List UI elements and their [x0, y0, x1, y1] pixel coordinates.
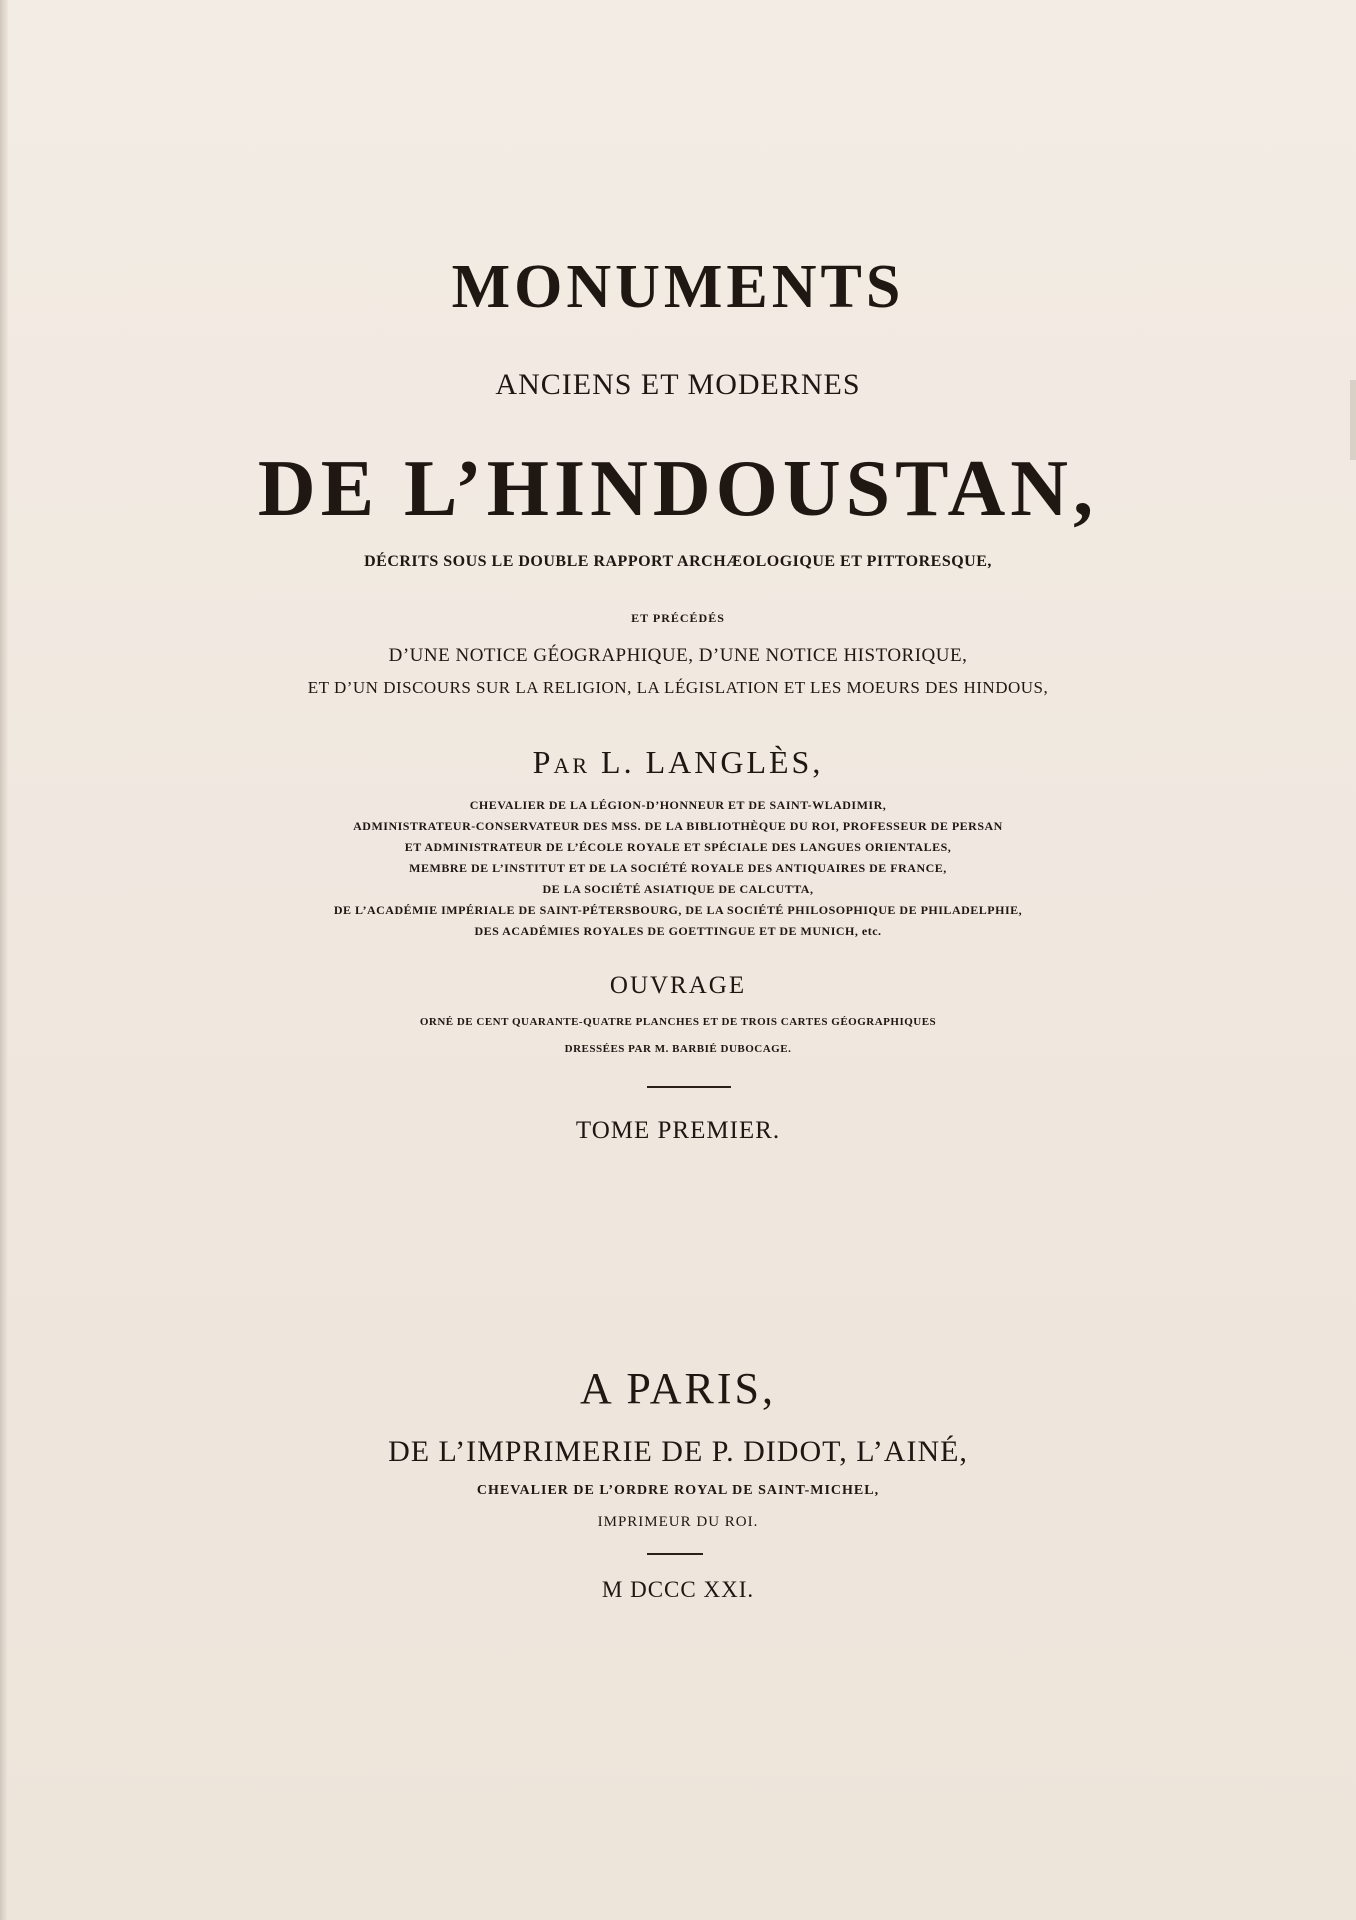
preceded-line: ET PRÉCÉDÉS: [631, 611, 725, 625]
credential-line: DE L’ACADÉMIE IMPÉRIALE DE SAINT-PÉTERSBOURG, DE LA SOCIÉTÉ PHILOSOPHIQUE DE PHILADELPHIE,: [333, 903, 1023, 917]
year-line: M DCCC XXI.: [601, 1577, 755, 1602]
title-sub: ANCIENS ET MODERNES: [495, 368, 861, 401]
work-desc-1: ORNÉ DE CENT QUARANTE-QUATRE PLANCHES ET DE TROIS CARTES GÉOGRAPHIQUES: [419, 1016, 937, 1028]
title-main: MONUMENTS: [451, 253, 905, 321]
volume-line: TOME PREMIER.: [575, 1117, 781, 1144]
credential-line: ADMINISTRATEUR-CONSERVATEUR DES MSS. DE LA BIBLIOTHÈQUE DU ROI, PROFESSEUR DE PERSAN: [353, 819, 1003, 833]
credential-line: MEMBRE DE L’INSTITUT ET DE LA SOCIÉTÉ ROYALE DES ANTIQUAIRES DE FRANCE,: [409, 861, 947, 875]
author-name: L. LANGLÈS,: [601, 744, 824, 780]
printer-title-2: IMPRIMEUR DU ROI.: [597, 1514, 759, 1530]
author-line: [0, 744, 1356, 781]
author-by: Par: [532, 744, 591, 780]
work-desc-2: DRESSÉES PAR M. BARBIÉ DUBOCAGE.: [564, 1043, 792, 1055]
printer-title-1: CHEVALIER DE L’ORDRE ROYAL DE SAINT-MICHEL,: [476, 1483, 880, 1498]
divider-rule: [647, 1553, 703, 1555]
credential-line: CHEVALIER DE LA LÉGION-D’HONNEUR ET DE SAINT-WLADIMIR,: [469, 798, 887, 812]
notices-line: D’UNE NOTICE GÉOGRAPHIQUE, D’UNE NOTICE HISTORIQUE,: [388, 645, 968, 666]
title-place: DE L’HINDOUSTAN,: [257, 445, 1099, 533]
divider-rule: [647, 1086, 731, 1088]
discourse-line: ET D’UN DISCOURS SUR LA RELIGION, LA LÉGISLATION ET LES MOEURS DES HINDOUS,: [307, 678, 1049, 697]
credential-line: DE LA SOCIÉTÉ ASIATIQUE DE CALCUTTA,: [542, 882, 814, 896]
credential-line: DES ACADÉMIES ROYALES DE GOETTINGUE ET DE MUNICH, etc.: [474, 924, 882, 938]
work-label: OUVRAGE: [609, 972, 747, 999]
credential-line: ET ADMINISTRATEUR DE L’ÉCOLE ROYALE ET SPÉCIALE DES LANGUES ORIENTALES,: [404, 840, 952, 854]
description-line: DÉCRITS SOUS LE DOUBLE RAPPORT ARCHÆOLOGIQUE ET PITTORESQUE,: [364, 553, 992, 570]
city-line: A PARIS,: [579, 1364, 777, 1413]
printer-line: DE L’IMPRIMERIE DE P. DIDOT, L’AINÉ,: [388, 1435, 968, 1468]
